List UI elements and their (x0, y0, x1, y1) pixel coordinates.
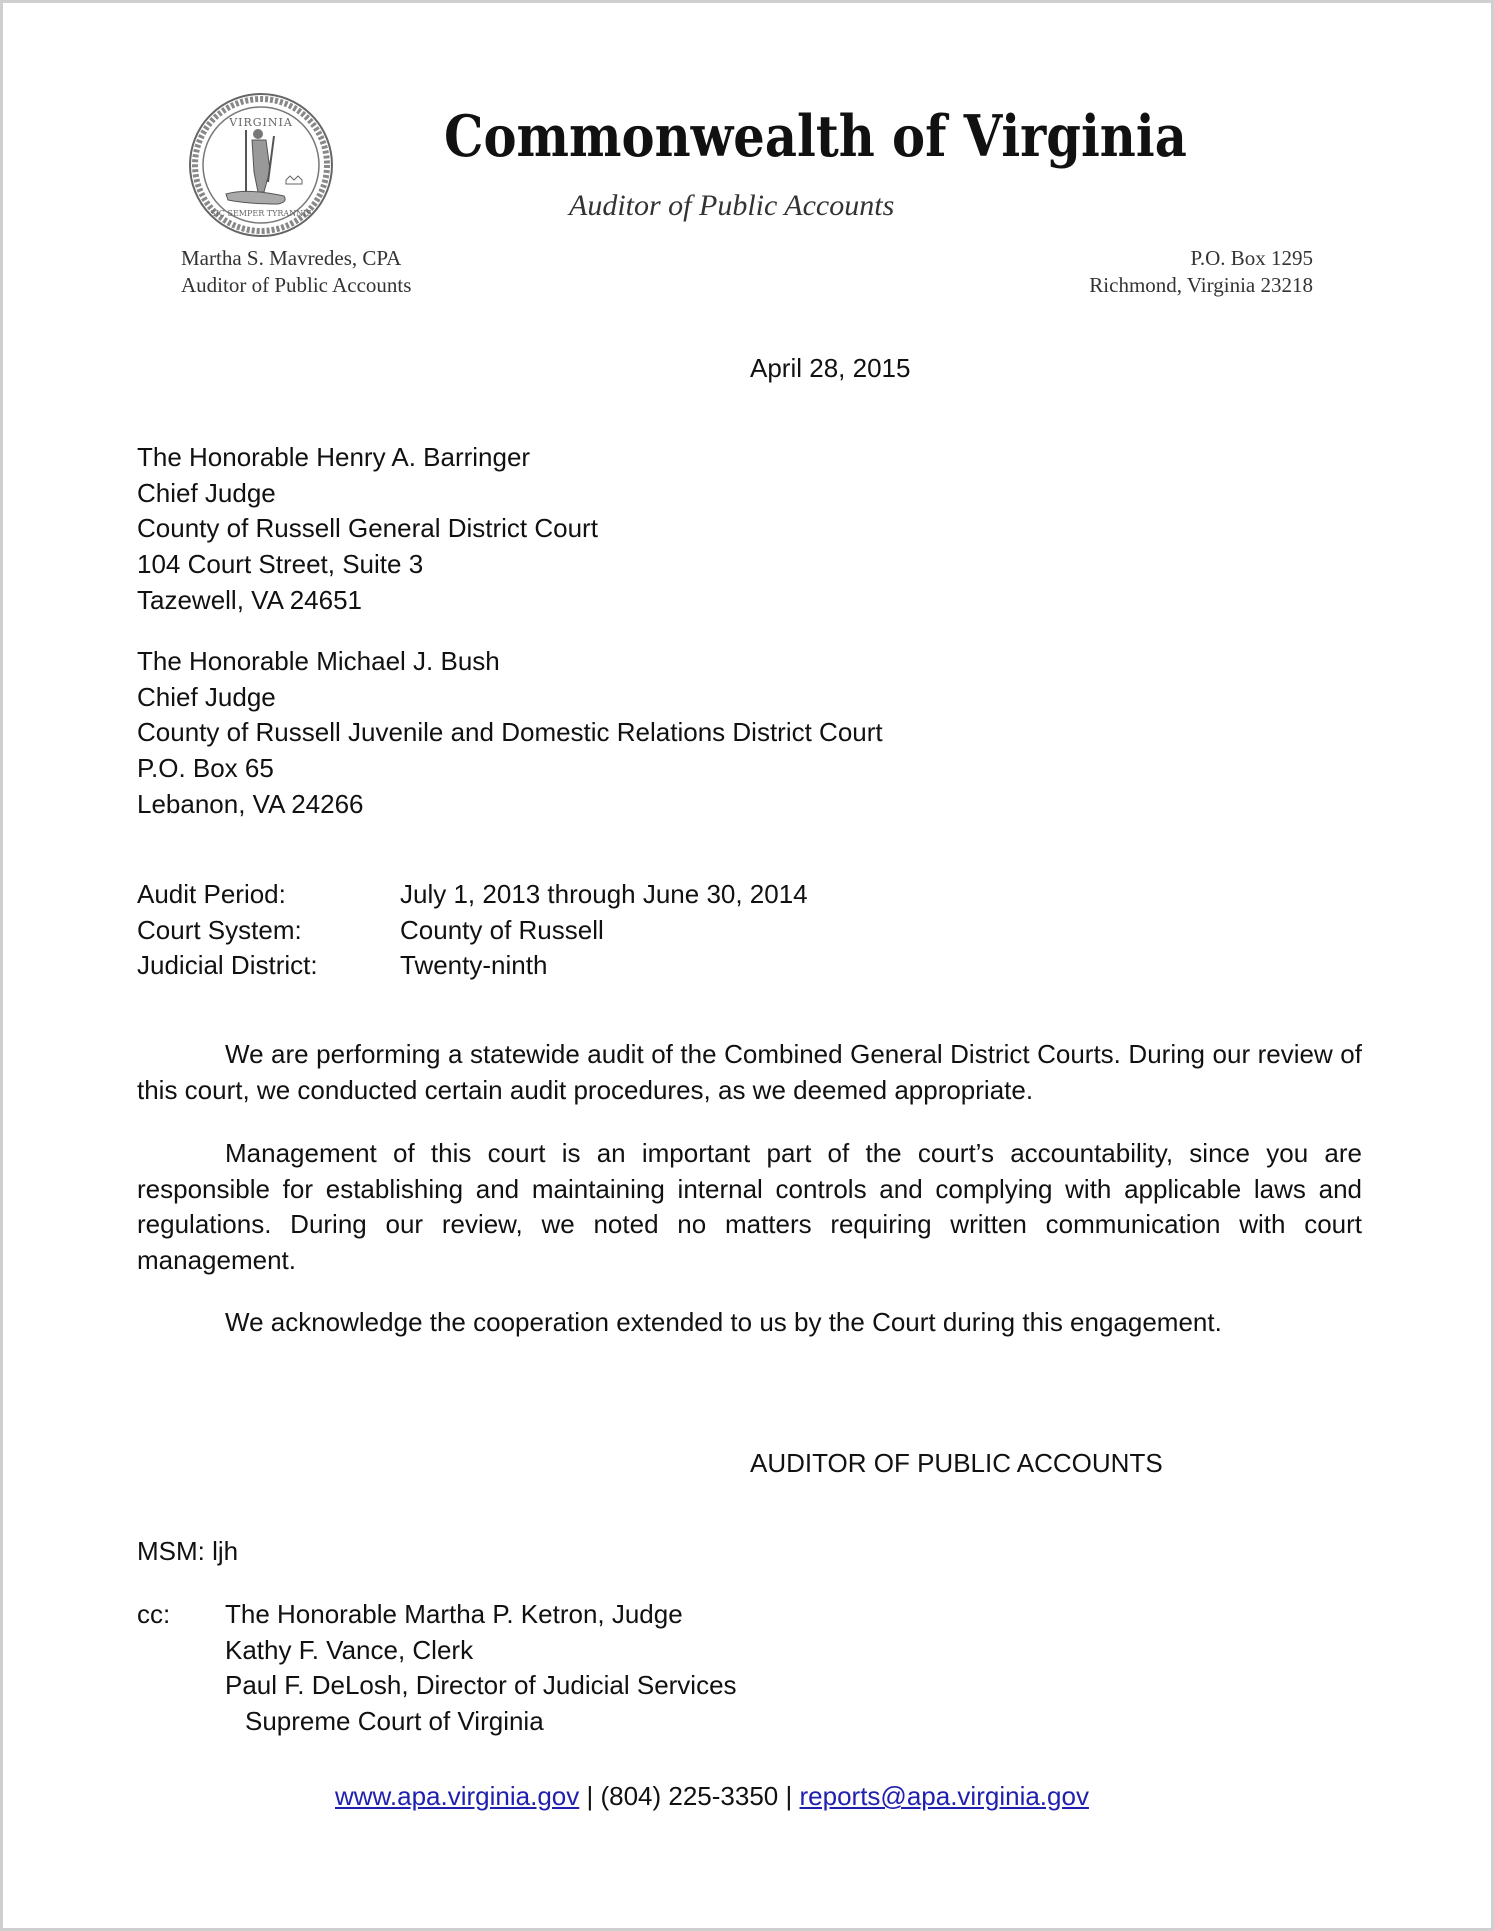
recipient-line: County of Russell Juvenile and Domestic Relations District Court (137, 717, 883, 748)
cc-name: Paul F. DeLosh, Director of Judicial Services (225, 1670, 737, 1701)
recipient-line: The Honorable Henry A. Barringer (137, 442, 531, 472)
judicial-district-label: Judicial District: (137, 950, 318, 981)
recipient-line: Chief Judge (137, 681, 276, 712)
judicial-district-row (137, 948, 808, 984)
body-paragraph-1: We are performing a statewide audit of the Combined General District Courts. During our review of this court, we conducted certain audit procedures, as we deemed appropriate. (137, 1039, 1362, 1105)
recipient-line: Tazewell, VA 24651 (137, 584, 362, 615)
phone-number: (804) 225-3350 (600, 1781, 779, 1811)
auditor-position: Auditor of Public Accounts (181, 273, 412, 297)
po-box: P.O. Box 1295 (1190, 246, 1313, 270)
recipient-line: Lebanon, VA 24266 (137, 788, 364, 819)
letterhead-title: Commonwealth of Virginia (444, 103, 1187, 170)
footer-separator: | (586, 1781, 594, 1811)
body-paragraph-2: Management of this court is an important part of the court’s accountability, since you are responsible for establishing and maintaining internal controls and complying with applicable laws and regulations. During our review, we noted no matters requiring written communication with court management. (137, 1138, 1362, 1276)
city-state-zip: Richmond, Virginia 23218 (1089, 273, 1313, 297)
audit-info (137, 877, 808, 984)
cc-name: The Honorable Martha P. Ketron, Judge (225, 1599, 683, 1629)
footer-contact (335, 1781, 1089, 1812)
reference-initials: MSM: ljh (137, 1536, 239, 1566)
court-system-value: County of Russell (400, 914, 604, 945)
body-paragraph-3: We acknowledge the cooperation extended to us by the Court during this engagement. (225, 1307, 1222, 1337)
recipient-line: The Honorable Michael J. Bush (137, 646, 500, 676)
recipient-address-1 (137, 440, 598, 619)
audit-period-label: Audit Period: (137, 879, 286, 909)
website-link[interactable]: www.apa.virginia.gov (335, 1781, 580, 1811)
cc-list (225, 1597, 737, 1740)
judicial-district-value: Twenty-ninth (400, 950, 548, 981)
cc-name: Kathy F. Vance, Clerk (225, 1634, 474, 1665)
letter-date: April 28, 2015 (750, 353, 911, 383)
svg-text:SIC SEMPER TYRANNIS: SIC SEMPER TYRANNIS (210, 209, 312, 218)
cc-name: Supreme Court of Virginia (245, 1706, 544, 1737)
email-link[interactable]: reports@apa.virginia.gov (799, 1781, 1089, 1811)
recipient-line: County of Russell General District Court (137, 513, 598, 544)
recipient-line: Chief Judge (137, 477, 276, 508)
recipient-line: 104 Court Street, Suite 3 (137, 549, 424, 580)
auditor-block (181, 245, 411, 299)
recipient-line: P.O. Box 65 (137, 753, 274, 784)
court-system-row (137, 913, 808, 949)
recipient-address-2 (137, 644, 883, 823)
audit-period-value: July 1, 2013 through June 30, 2014 (400, 879, 808, 909)
letterhead-subtitle: Auditor of Public Accounts (569, 189, 895, 222)
svg-text:VIRGINIA: VIRGINIA (229, 116, 293, 129)
cc-label: cc: (137, 1599, 171, 1629)
court-system-label: Court System: (137, 914, 302, 945)
virginia-seal-icon (188, 92, 334, 238)
audit-period-row (137, 877, 808, 913)
signature-block: AUDITOR OF PUBLIC ACCOUNTS (750, 1448, 1163, 1478)
auditor-name: Martha S. Mavredes, CPA (181, 246, 402, 270)
footer-separator: | (785, 1781, 793, 1811)
office-address (1089, 245, 1313, 299)
